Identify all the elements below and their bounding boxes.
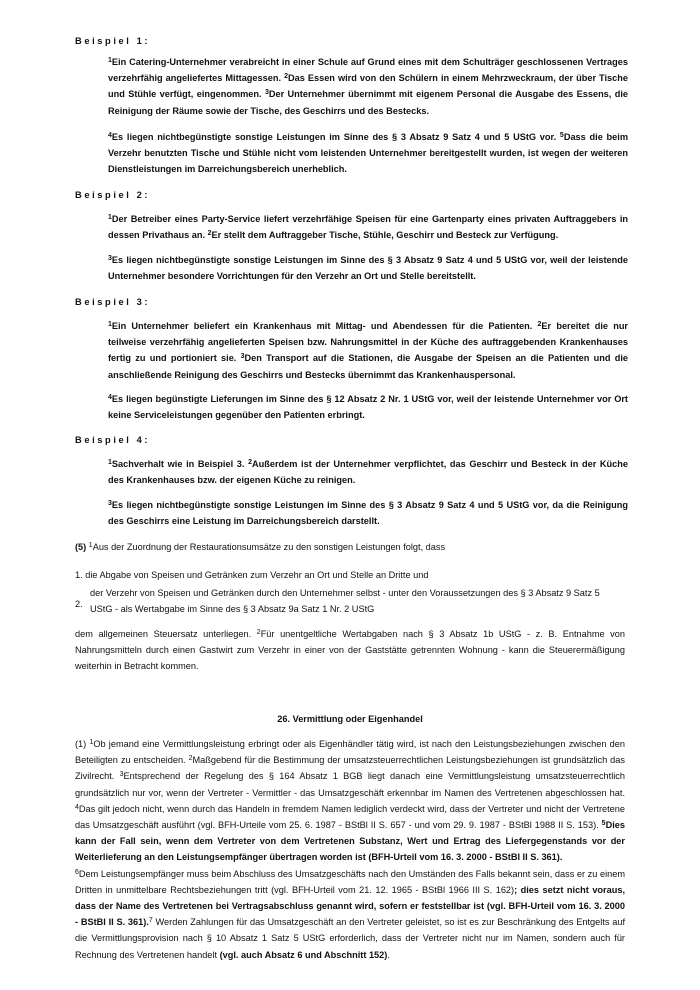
section-5-conclusion: dem allgemeinen Steuersatz unterliegen. $^2$Für unentgeltliche Wertabgaben nach § 3 Absatz 1b UStG - z. B. Entnahme von Nahrungsmitteln durch einen Gastwirt zum Verzehr in einer von der Gaststätte getrennten Wohnung - kann die Steuerermäßigung weiterhin in Betracht kommen. bbox=[75, 629, 626, 672]
beispiel-3-paragraph-1: $^1$Ein Unternehmer beliefert ein Krankenhaus mit Mittag- und Abendessen für die Patienten. $^2$Er bereitet die nur teilweise verzehrfähig angelieferten Speisen bzw. Nahrungsmittel in der Küche des auftraggebenden Krankenhauses fertig zu und portioniert sie. $^3$Den Transport auf die Stationen, die Ausgabe der Speisen an die Patienten und die anschließende Reinigung des Geschirrs und Bestecks übernimmt das Krankenhauspersonal. bbox=[108, 321, 629, 380]
beispiel-1-paragraph-2: $^4$Es liegen nichtbegünstigte sonstige Leistungen im Sinne des § 3 Absatz 9 Satz 4 und 5 UStG vor. $^5$Dass die beim Verzehr benutzten Tische und Stühle nicht vom leistenden Unternehmer bereitgestellt wurden, ist wegen der weiteren Dienstleistungen im Darreichungsbereich unerheblich. bbox=[108, 132, 628, 175]
beispiel-2-heading: Beispiel 2: bbox=[75, 190, 151, 200]
beispiel-1-heading: Beispiel 1: bbox=[75, 36, 151, 46]
beispiel-4-paragraph-1: $^1$Sachverhalt wie in Beispiel 3. $^2$Außerdem ist der Unternehmer verpflichtet, das Geschirr und Besteck in der Küche des Krankenhauses bzw. der eigenen Küche zu reinigen. bbox=[108, 459, 628, 486]
section-5-list-item-1: 1. die Abgabe von Speisen und Getränken zum Verzehr an Ort und Stelle an Dritte und bbox=[75, 570, 429, 580]
section-5-list-item-2-number: 2. bbox=[75, 599, 83, 609]
chapter-26-title: 26. Vermittlung oder Eigenhandel bbox=[277, 714, 423, 724]
beispiel-1-paragraph-1: $^1$Ein Catering-Unternehmer verabreicht in einer Schule auf Grund eines mit dem Schulträger geschlossenen Vertrages verzehrfähig angeliefertes Mittagessen. $^2$Das Essen wird von den Schülern in einem Mehrzweckraum, der über Tische und Stühle verfügt, eingenommen. $^3$Der Unternehmer übernimmt mit eigenem Personal die Ausgabe des Essens, die Reinigung der Räume sowie der Tische, des Geschirrs und des Bestecks. bbox=[108, 57, 628, 116]
beispiel-3-heading: Beispiel 3: bbox=[75, 297, 151, 307]
beispiel-2-paragraph-1: $^1$Der Betreiber eines Party-Service liefert verzehrfähige Speisen für eine Gartenparty eines privaten Auftraggebers in dessen Privathaus an. $^2$Er stellt dem Auftraggeber Tische, Stühle, Geschirr und Besteck zur Verfügung. bbox=[108, 214, 628, 241]
beispiel-4-heading: Beispiel 4: bbox=[75, 435, 151, 445]
beispiel-4-paragraph-2: $^3$Es liegen nichtbegünstigte sonstige Leistungen im Sinne des § 3 Absatz 9 Satz 4 und 5 UStG vor, da die Reinigung des Geschirrs eine Leistung im Darreichungsbereich darstellt. bbox=[108, 500, 628, 527]
beispiel-2-paragraph-2: $^3$Es liegen nichtbegünstigte sonstige Leistungen im Sinne des § 3 Absatz 9 Satz 4 und 5 UStG vor, weil der leistende Unternehmer besondere Vorrichtungen für den Verzehr an Ort und Stelle bereitstellt. bbox=[108, 255, 628, 282]
section-5-list-item-2-text: der Verzehr von Speisen und Getränken durch den Unternehmer selbst - unter den Voraussetzungen des § 3 Absatz 9 Satz 5 UStG - als Wertabgabe im Sinne des § 3 Absatz 9a Satz 1 Nr. 2 UStG bbox=[90, 588, 600, 614]
section-5-intro: (5) $^1$Aus der Zuordnung der Restaurationsumsätze zu den sonstigen Leistungen folgt, dass bbox=[75, 542, 446, 552]
beispiel-3-paragraph-2: $^4$Es liegen begünstigte Lieferungen im Sinne des § 12 Absatz 2 Nr. 1 UStG vor, weil der leistende Unternehmer vor Ort keine Serviceleistungen gegenüber den Patienten erbringt. bbox=[108, 394, 628, 421]
chapter-26-paragraph-1: (1) $^1$Ob jemand eine Vermittlungsleistung erbringt oder als Eigenhändler tätig wird, ist nach den Leistungsbeziehungen zwischen den Beteiligten zu entscheiden. $^2$Maßgebend für die Bestimmung der umsatzsteuerrechtlichen Leistungsbeziehungen ist grundsätzlich das Zivilrecht. $^3$Entsprechend der Regelung des § 164 Absatz 1 BGB liegt danach eine Vermittlungsleistung umsatzsteuerrechtlich grundsätzlich nur vor, wenn der Vertreter - Vermittler - das Umsatzgeschäft erkennbar im Namen des Vertretenen abgeschlossen hat. $^4$Das gilt jedoch nicht, wenn durch das Handeln in fremdem Namen lediglich verdeckt wird, dass der Vertreter und nicht der Vertretene das Umsatzgeschäft ausführt (vgl. BFH-Urteile vom 25. 6. 1987 - BStBl II S. 657 - und vom 29. 9. 1987 - BStBl 1988 II S. 153). $^5$Dies kann der Fall sein, wenn dem Vertreter von dem Vertretenen Substanz, Wert und Ertrag des Liefergegenstands vor der Weiterlieferung an den Leistungsempfänger übertragen worden ist (BFH-Urteil vom 16. 3. 2000 - BStBl II S. 361). $^6$Dem Leistungsempfänger muss beim Abschluss des Umsatzgeschäfts nach den Umständen des Falls bekannt sein, dass er zu einem Dritten in unmittelbare Rechtsbeziehungen tritt (vgl. BFH-Urteil vom 21. 12. 1965 - BStBl 1966 III S. 162); dies setzt nicht voraus, dass der Name des Vertretenen bei Vertragsabschluss genannt wird, sofern er feststellbar ist (vgl. BFH-Urteil vom 16. 3. 2000 - BStBl II S. 361).$^7$ Werden Zahlungen für das Umsatzgeschäft an den Vertreter geleistet, so ist es zur Beschränkung des Entgelts auf die Vermittlungsprovision nach § 10 Absatz 1 Satz 5 UStG erforderlich, dass der Vertreter nicht nur im Namen, sondern auch für Rechnung des Vertretenen handelt (vgl. auch Absatz 6 und Abschnitt 152). bbox=[75, 739, 626, 960]
